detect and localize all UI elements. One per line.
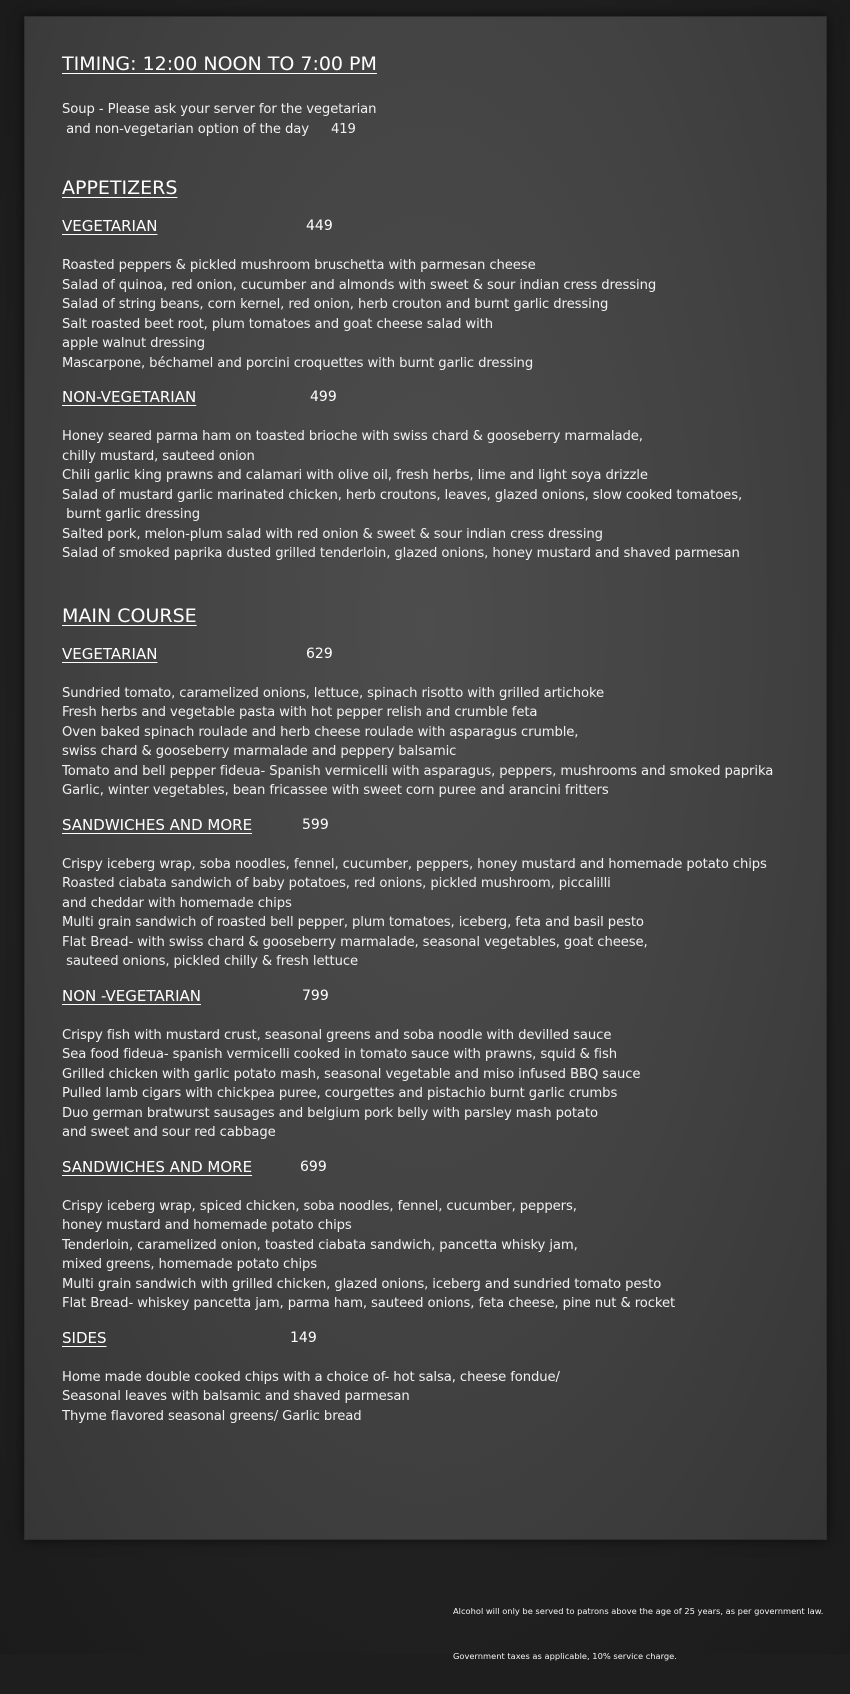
main-veg-sandwiches-price: 599 [302,816,329,833]
menu-item: Garlic, winter vegetables, bean fricassee with sweet corn puree and arancini fritters [62,783,609,798]
timing-heading: TIMING: 12:00 NOON TO 7:00 PM [62,53,377,75]
menu-item: Salad of quinoa, red onion, cucumber and almonds with sweet & sour indian cress dressing [62,277,657,293]
main-veg-sandwiches-list [62,855,812,972]
menu-item: apple walnut dressing [62,336,206,351]
menu-item: Salad of string beans, corn kernel, red onion, herb crouton and burnt garlic dressing [62,297,609,312]
menu-item: chilly mustard, sauteed onion [62,448,255,464]
menu-item: Sundried tomato, caramelized onions, lettuce, spinach risotto with grilled artichoke [62,685,605,701]
sides-price: 149 [290,1329,317,1346]
menu-item: Grilled chicken with garlic potato mash, seasonal vegetable and miso infused BBQ sauce [62,1066,641,1082]
menu-item: Mascarpone, béchamel and porcini croquettes with burnt garlic dressing [62,355,534,371]
menu-item: Oven baked spinach roulade and herb cheese roulade with asparagus crumble, [62,724,579,740]
footer-notes [453,1574,843,1694]
menu-item: burnt garlic dressing [62,507,201,522]
main-course-heading: MAIN COURSE [62,604,197,627]
main-nonveg-sandwiches-title: SANDWICHES AND MORE [62,1157,253,1176]
menu-item: Flat Bread- with swiss chard & gooseberry marmalade, seasonal vegetables, goat cheese, [62,934,648,950]
menu-item: Crispy iceberg wrap, soba noodles, fennel, cucumber, peppers, honey mustard and homemade potato chips [62,856,767,872]
menu-item: Flat Bread- whiskey pancetta jam, parma ham, sauteed onions, feta cheese, pine nut & rocket [62,1296,676,1311]
alcohol-notice: Alcohol will only be served to patrons above the age of 25 years, as per government law. [453,1606,824,1616]
menu-item: Crispy fish with mustard crust, seasonal greens and soba noodle with devilled sauce [62,1027,612,1043]
main-nonveg-list [62,1026,812,1143]
main-nonveg-price: 799 [302,987,329,1004]
menu-item: Crispy iceberg wrap, spiced chicken, soba noodles, fennel, cucumber, peppers, [62,1198,577,1214]
tax-notice: Government taxes as applicable, 10% service charge. [453,1651,677,1661]
menu-item: Tomato and bell pepper fideua- Spanish vermicelli with asparagus, peppers, mushrooms and smoked paprika [62,763,774,779]
soup-line-1: Soup - Please ask your server for the vegetarian [62,102,377,117]
menu-item: Salt roasted beet root, plum tomatoes and goat cheese salad with [62,316,494,332]
menu-item: Roasted ciabata sandwich of baby potatoes, red onions, pickled mushroom, piccalilli [62,876,611,891]
appetizers-nonveg-heading [62,385,812,409]
main-nonveg-sandwiches-price: 699 [300,1158,327,1175]
main-nonveg-title: NON -VEGETARIAN [62,986,201,1005]
appetizers-nonveg-title: NON-VEGETARIAN [62,388,197,406]
menu-item: Salted pork, melon-plum salad with red onion & sweet & sour indian cress dressing [62,526,603,542]
appetizers-nonveg-list [62,427,812,564]
menu-item: Thyme flavored seasonal greens/ Garlic bread [62,1408,362,1424]
menu-item: and sweet and sour red cabbage [62,1125,276,1140]
menu-item: swiss chard & gooseberry marmalade and peppery balsamic [62,744,457,759]
main-nonveg-sandwiches-list [62,1197,812,1314]
main-veg-sandwiches-heading [62,813,812,837]
appetizers-veg-heading [62,214,812,238]
sides-title: SIDES [62,1328,107,1347]
main-veg-sandwiches-title: SANDWICHES AND MORE [62,815,253,834]
menu-item: Sea food fideua- spanish vermicelli cooked in tomato sauce with prawns, squid & fish [62,1047,617,1062]
main-veg-title: VEGETARIAN [62,644,158,663]
appetizers-veg-list [62,256,812,373]
menu-item: Salad of mustard garlic marinated chicken, herb croutons, leaves, glazed onions, slow cooked tomatoes, [62,487,743,503]
soup-price: 419 [330,121,356,137]
main-nonveg-sandwiches-heading [62,1155,812,1179]
menu-item: Chili garlic king prawns and calamari with olive oil, fresh herbs, lime and light soya drizzle [62,468,648,483]
menu-item: sauteed onions, pickled chilly & fresh lettuce [62,954,359,969]
menu-item: Tenderloin, caramelized onion, toasted ciabata sandwich, pancetta whisky jam, [62,1237,578,1253]
main-veg-list [62,684,812,801]
main-veg-price: 629 [306,645,333,662]
appetizers-veg-price: 449 [306,218,333,234]
menu-item: Roasted peppers & pickled mushroom bruschetta with parmesan cheese [62,258,536,273]
sides-heading [62,1326,812,1350]
appetizers-nonveg-price: 499 [310,389,337,405]
menu-item: honey mustard and homemade potato chips [62,1218,352,1233]
main-veg-heading [62,642,812,666]
menu-item: Honey seared parma ham on toasted brioche with swiss chard & gooseberry marmalade, [62,429,643,444]
chalkboard-menu [24,16,827,1540]
menu-content [62,50,812,1426]
menu-item: and cheddar with homemade chips [62,895,292,911]
soup-line-2-text: and non-vegetarian option of the day [62,121,309,137]
menu-item: Multi grain sandwich of roasted bell pepper, plum tomatoes, iceberg, feta and basil pesto [62,915,644,930]
sides-list [62,1368,812,1427]
menu-item: Pulled lamb cigars with chickpea puree, courgettes and pistachio burnt garlic crumbs [62,1086,618,1101]
main-nonveg-heading [62,984,812,1008]
menu-item: Salad of smoked paprika dusted grilled tenderloin, glazed onions, honey mustard and shaved parmesan [62,546,740,561]
menu-item: Fresh herbs and vegetable pasta with hot pepper relish and crumble feta [62,705,538,720]
appetizers-heading: APPETIZERS [62,177,178,199]
menu-item: Duo german bratwurst sausages and belgium pork belly with parsley mash potato [62,1105,598,1121]
soup-line-2 [62,120,812,140]
menu-item: Home made double cooked chips with a choice of- hot salsa, cheese fondue/ [62,1369,560,1385]
menu-item: Multi grain sandwich with grilled chicken, glazed onions, iceberg and sundried tomato pesto [62,1276,662,1292]
menu-item: Seasonal leaves with balsamic and shaved parmesan [62,1389,410,1404]
menu-item: mixed greens, homemade potato chips [62,1257,318,1272]
appetizers-veg-title: VEGETARIAN [62,217,158,235]
